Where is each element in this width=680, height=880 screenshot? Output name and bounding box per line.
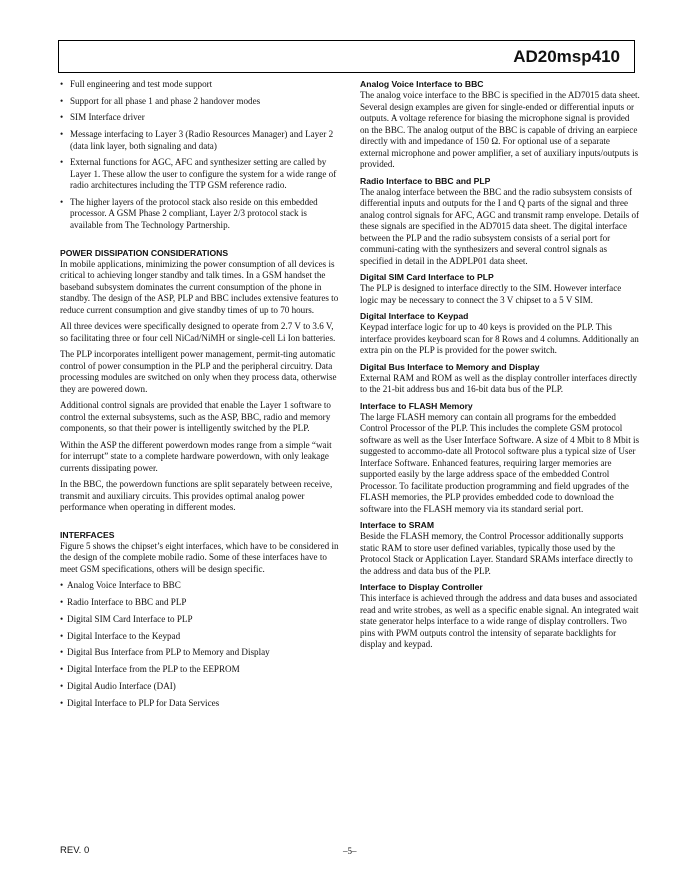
list-item: • SIM Interface driver <box>60 112 340 124</box>
subsection-heading: Interface to SRAM <box>360 520 435 530</box>
section-heading-interfaces: INTERFACES <box>60 529 115 540</box>
subsection-heading: Digital Bus Interface to Memory and Display <box>360 361 540 372</box>
subsection-heading: Radio Interface to BBC and PLP <box>360 175 491 186</box>
paragraph: The large FLASH memory can contain all programs for the embedded Control Processor of the PLP. This includes the complete GSM protocol software as well as the User Interface Software. A size of 4 Mbit to 8 Mbit is suggested to accommo-date all Protocol software plus a typical size of User Interface Software. Enhanced features, requiring larger memories are supported easily by the large address space of the embedded Control Processor. To facilitate production programming and field upgrades of the FLASH memories, the PLP provides embedded code to download the software into the FLASH memory via its standard serial port. <box>360 411 640 514</box>
document-title: AD20msp410 <box>513 47 620 66</box>
revision-label: REV. 0 <box>60 845 90 856</box>
subsection-heading: Digital SIM Card Interface to PLP <box>360 272 494 282</box>
paragraph: The analog voice interface to the BBC is specified in the AD7015 data sheet. Several design examples are given for single-ended or differential inputs or outputs. A voltage reference for biasing the microphone signal is provided on the BBC. The analog output of the BBC is capable of driving an earpiece directly with and impedance of 150 Ω. For optional use of a separate external microphone and power amplifier, a set of auxiliary inputs/outputs is provided. <box>360 90 640 169</box>
paragraph: External RAM and ROM as well as the display controller interfaces directly to the 21-bit address bus and 16-bit data bus of the PLP. <box>360 372 638 394</box>
paragraph: Figure 5 shows the chipset’s eight interfaces, which have to be considered in the design of the complete mobile radio. Some of these interfaces have to meet GSM specifications, others will be design specific. <box>60 540 339 574</box>
paragraph: All three devices were specifically designed to operate from 2.7 V to 3.6 V, so facilitating three or four cell NiCad/NiMH or single-cell Li Ion batteries. <box>60 321 336 343</box>
feature-bullet-list <box>60 79 340 231</box>
list-item: • Digital Audio Interface (DAI) <box>60 681 340 693</box>
section-heading-power: POWER DISSIPATION CONSIDERATIONS <box>60 247 229 258</box>
paragraph: The analog interface between the BBC and the radio subsystem consists of differential inputs and outputs for the I and Q parts of the signal and three analog control signals for AFC, AGC and transmit ramp envelope. Details of these signals are specified in the AD7015 data sheet. The digital interface between the PLP and the radio subsystem consists of a serial port for communi-cating with the synthesizers and several control signals as specified in detail in the ADPLP01 data sheet. <box>360 186 640 266</box>
paragraph: Additional control signals are provided that enable the Layer 1 software to control the external subsystems, such as the ASP, BBC, radio and memory components, so that their power is intelligently switched by the PLP. <box>60 400 331 434</box>
list-item: • Digital Interface to PLP for Data Services <box>60 698 340 710</box>
list-item: • Message interfacing to Layer 3 (Radio Resources Manager) and Layer 2 (data link layer, both signaling and data) <box>60 129 340 152</box>
paragraph: In mobile applications, minimizing the power consumption of all devices is critical to achieving longer standby and talk times. In a GSM handset the baseband subsystem dominates the current consumption of the phone in standby. The design of the ASP, PLP and BBC includes extensive features to reduce current consumption and give standby times of up to 70 hours. <box>60 258 339 315</box>
list-item: • Radio Interface to BBC and PLP <box>60 597 340 609</box>
list-item: • Full engineering and test mode support <box>60 79 340 91</box>
list-item: • Digital Interface from the PLP to the EEPROM <box>60 664 340 676</box>
interface-list <box>60 580 340 709</box>
list-item: • The higher layers of the protocol stack also reside on this embedded processor. A GSM Phase 2 compliant, Layer 2/3 protocol stack is available from The Technology Partnership. <box>60 197 340 232</box>
list-item: • Digital SIM Card Interface to PLP <box>60 614 340 626</box>
paragraph: In the BBC, the powerdown functions are split separately between receive, transmit and auxiliary circuits. This provides optimal analog power performance when operating in different modes. <box>60 479 333 513</box>
list-item: • Analog Voice Interface to BBC <box>60 580 340 592</box>
paragraph: The PLP is designed to interface directly to the SIM. However interface logic may be necessary to connect the 3 V chipset to a 5 V SIM. <box>360 283 622 305</box>
list-item: • Support for all phase 1 and phase 2 handover modes <box>60 96 340 108</box>
left-column <box>60 79 340 715</box>
paragraph: Keypad interface logic for up to 40 keys is provided on the PLP. This interface provides keyboard scan for 8 Rows and 4 columns. Additionally an extra pin on the PLP is provided for the power switch. <box>360 322 639 355</box>
paragraph: Within the ASP the different powerdown modes range from a simple “wait for interrupt” state to a complete hardware powerdown, with only leakage currents dissipating power. <box>60 439 332 473</box>
list-item: • Digital Interface to the Keypad <box>60 631 340 643</box>
paragraph: The PLP incorporates intelligent power management, permit-ting automatic control of power consumption in the PLP and the peripheral circuitry. Data processing modules are switched on only when they process data, otherwise they are powered down. <box>60 349 337 394</box>
right-column <box>360 79 640 656</box>
page-number: –5– <box>343 846 357 856</box>
list-item: • Digital Bus Interface from PLP to Memory and Display <box>60 647 340 659</box>
subsection-heading: Digital Interface to Keypad <box>360 311 469 321</box>
subsection-heading: Interface to Display Controller <box>360 582 483 592</box>
subsection-heading: Analog Voice Interface to BBC <box>360 79 484 89</box>
subsection-heading: Interface to FLASH Memory <box>360 400 473 411</box>
paragraph: This interface is achieved through the address and data buses and associated read and write strobes, as well as a specific enable signal. An integrated wait state generator helps interface to a wide range of display controllers. Two pins with PWM outputs control the intensity of separate backlights for display and keypad. <box>360 593 639 649</box>
header-box <box>58 40 635 73</box>
paragraph: Beside the FLASH memory, the Control Processor additionally supports static RAM to store user defined variables, typically those used by the Protocol Stack or Application Layer. Standard SRAMs interface directly to the address and data bus of the PLP. <box>360 531 633 576</box>
list-item: • External functions for AGC, AFC and synthesizer setting are called by Layer 1. These allow the user to configure the system for a wide range of radio architectures including the TTP GSM reference radio. <box>60 157 340 192</box>
